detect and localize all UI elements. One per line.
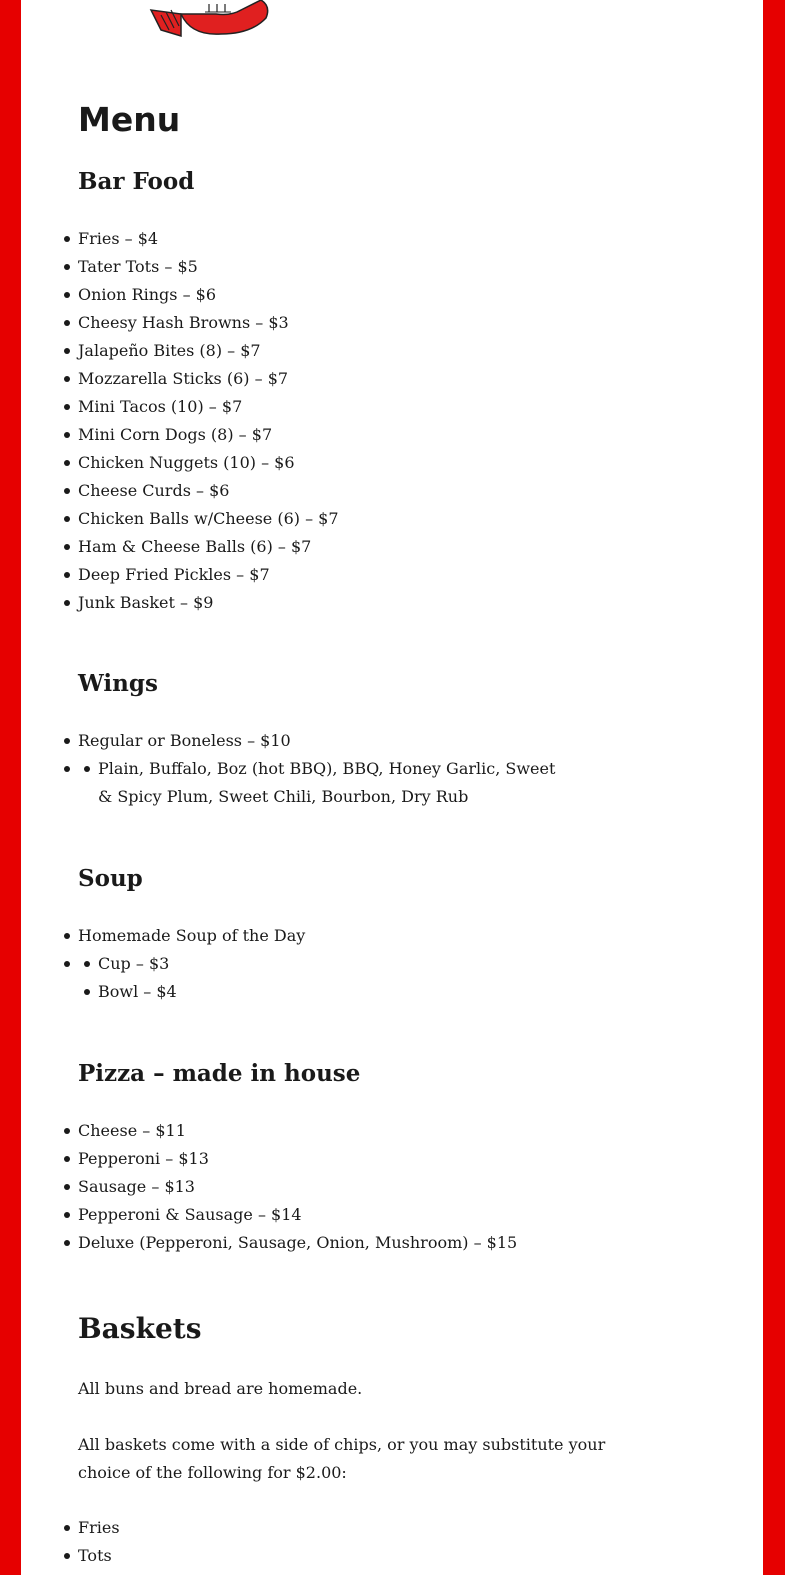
list-item: Tots bbox=[78, 1542, 120, 1570]
list-item: Junk Basket – $9 bbox=[78, 589, 339, 617]
list-item: Sausage – $13 bbox=[78, 1173, 517, 1201]
wings-list bbox=[78, 727, 568, 811]
restaurant-logo bbox=[121, 0, 321, 40]
list-item: Homemade Soup of the Day bbox=[78, 922, 568, 950]
list-item: Regular or Boneless – $10 bbox=[78, 727, 568, 755]
list-item: Cheese – $11 bbox=[78, 1117, 517, 1145]
wings-flavors-list bbox=[98, 755, 568, 811]
list-item: Plain, Buffalo, Boz (hot BBQ), BBQ, Honey Garlic, Sweet & Spicy Plum, Sweet Chili, Bourbon, Dry Rub bbox=[98, 755, 568, 811]
list-item: Mini Corn Dogs (8) – $7 bbox=[78, 421, 339, 449]
baskets-note: All buns and bread are homemade. bbox=[78, 1379, 363, 1398]
baskets-sides-list bbox=[78, 1514, 120, 1570]
list-item: Fries – $4 bbox=[78, 225, 339, 253]
bar-food-list bbox=[78, 225, 339, 617]
list-item: Fries bbox=[78, 1514, 120, 1542]
baskets-sides-note: All baskets come with a side of chips, or you may substitute your choice of the following for $2.00: bbox=[78, 1435, 606, 1482]
list-item: Chicken Nuggets (10) – $6 bbox=[78, 449, 339, 477]
list-item: Cup – $3 bbox=[98, 950, 568, 978]
list-item: Ham & Cheese Balls (6) – $7 bbox=[78, 533, 339, 561]
list-item: Pepperoni – $13 bbox=[78, 1145, 517, 1173]
wings-heading: Wings bbox=[78, 670, 158, 697]
baskets-heading: Baskets bbox=[78, 1312, 202, 1345]
list-item: Cheese Curds – $6 bbox=[78, 477, 339, 505]
list-item: Pepperoni & Sausage – $14 bbox=[78, 1201, 517, 1229]
list-item: Jalapeño Bites (8) – $7 bbox=[78, 337, 339, 365]
list-item: Onion Rings – $6 bbox=[78, 281, 339, 309]
list-item: Deep Fried Pickles – $7 bbox=[78, 561, 339, 589]
list-item-nested bbox=[78, 755, 568, 811]
list-item-nested bbox=[78, 950, 568, 1006]
soup-list bbox=[78, 922, 568, 1006]
list-item: Bowl – $4 bbox=[98, 978, 568, 1006]
bar-food-heading: Bar Food bbox=[78, 168, 195, 195]
pizza-heading: Pizza – made in house bbox=[78, 1060, 361, 1087]
list-item: Mini Tacos (10) – $7 bbox=[78, 393, 339, 421]
list-item: Mozzarella Sticks (6) – $7 bbox=[78, 365, 339, 393]
pizza-list bbox=[78, 1117, 517, 1257]
soup-sizes-list bbox=[98, 950, 568, 1006]
page-title: Menu bbox=[78, 100, 181, 139]
list-item: Cheesy Hash Browns – $3 bbox=[78, 309, 339, 337]
soup-heading: Soup bbox=[78, 865, 143, 892]
list-item: Deluxe (Pepperoni, Sausage, Onion, Mushroom) – $15 bbox=[78, 1229, 517, 1257]
list-item: Chicken Balls w/Cheese (6) – $7 bbox=[78, 505, 339, 533]
list-item: Tater Tots – $5 bbox=[78, 253, 339, 281]
page bbox=[21, 0, 763, 1575]
